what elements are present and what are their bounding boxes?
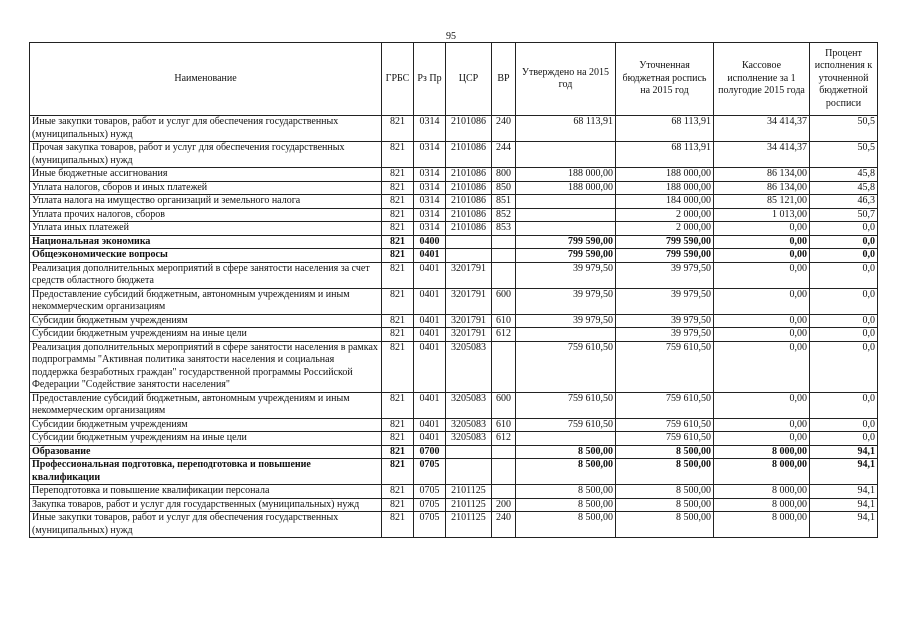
cell-rzpr: 0314 [414, 208, 446, 222]
cell-refined: 759 610,50 [616, 341, 714, 392]
table-row [30, 314, 878, 328]
cell-vr: 612 [492, 432, 516, 446]
cell-vr: 851 [492, 195, 516, 209]
cell-percent: 94,1 [810, 498, 878, 512]
cell-refined: 759 610,50 [616, 432, 714, 446]
cell-vr: 852 [492, 208, 516, 222]
cell-name: Уплата прочих налогов, сборов [30, 208, 382, 222]
cell-rzpr: 0401 [414, 432, 446, 446]
table-row [30, 168, 878, 182]
cell-name: Уплата налога на имущество организаций и земельного налога [30, 195, 382, 209]
cell-percent: 94,1 [810, 485, 878, 499]
cell-csr: 2101086 [446, 181, 492, 195]
cell-approved: 39 979,50 [516, 314, 616, 328]
cell-cash: 86 134,00 [714, 168, 810, 182]
cell-percent: 46,3 [810, 195, 878, 209]
cell-vr: 850 [492, 181, 516, 195]
cell-approved: 8 500,00 [516, 445, 616, 459]
cell-percent: 0,0 [810, 249, 878, 263]
cell-name: Образование [30, 445, 382, 459]
cell-refined: 2 000,00 [616, 222, 714, 236]
cell-grbs: 821 [382, 116, 414, 142]
cell-percent: 0,0 [810, 328, 878, 342]
cell-refined: 799 590,00 [616, 235, 714, 249]
cell-rzpr: 0401 [414, 288, 446, 314]
cell-csr [446, 249, 492, 263]
cell-approved: 68 113,91 [516, 116, 616, 142]
cell-grbs: 821 [382, 314, 414, 328]
cell-approved [516, 142, 616, 168]
cell-name: Закупка товаров, работ и услуг для государственных (муниципальных) нужд [30, 498, 382, 512]
cell-approved: 799 590,00 [516, 249, 616, 263]
cell-approved: 759 610,50 [516, 418, 616, 432]
header-rzpr: Рз Пр [414, 43, 446, 116]
cell-cash: 8 000,00 [714, 485, 810, 499]
cell-rzpr: 0314 [414, 181, 446, 195]
cell-rzpr: 0401 [414, 392, 446, 418]
cell-grbs: 821 [382, 445, 414, 459]
cell-percent: 0,0 [810, 392, 878, 418]
cell-rzpr: 0314 [414, 168, 446, 182]
cell-rzpr: 0705 [414, 498, 446, 512]
table-row [30, 445, 878, 459]
cell-rzpr: 0400 [414, 235, 446, 249]
cell-cash: 0,00 [714, 392, 810, 418]
table-row [30, 116, 878, 142]
cell-cash: 8 000,00 [714, 459, 810, 485]
cell-refined: 188 000,00 [616, 168, 714, 182]
cell-name: Иные закупки товаров, работ и услуг для обеспечения государственных (муниципальных) нужд [30, 116, 382, 142]
cell-grbs: 821 [382, 459, 414, 485]
cell-grbs: 821 [382, 288, 414, 314]
cell-grbs: 821 [382, 235, 414, 249]
cell-csr: 2101125 [446, 485, 492, 499]
table-row [30, 249, 878, 263]
cell-name: Иные закупки товаров, работ и услуг для обеспечения государственных (муниципальных) нужд [30, 512, 382, 538]
cell-refined: 39 979,50 [616, 288, 714, 314]
page-number: 95 [446, 31, 456, 42]
cell-cash: 1 013,00 [714, 208, 810, 222]
cell-approved [516, 328, 616, 342]
cell-csr: 3205083 [446, 341, 492, 392]
cell-approved [516, 195, 616, 209]
cell-cash: 0,00 [714, 418, 810, 432]
header-name: Наименование [30, 43, 382, 116]
cell-percent: 45,8 [810, 181, 878, 195]
cell-approved: 188 000,00 [516, 181, 616, 195]
cell-cash: 0,00 [714, 328, 810, 342]
cell-rzpr: 0401 [414, 314, 446, 328]
table-row [30, 142, 878, 168]
cell-cash: 8 000,00 [714, 498, 810, 512]
cell-cash: 0,00 [714, 341, 810, 392]
cell-name: Субсидии бюджетным учреждениям на иные цели [30, 328, 382, 342]
cell-grbs: 821 [382, 262, 414, 288]
cell-percent: 94,1 [810, 512, 878, 538]
cell-cash: 0,00 [714, 262, 810, 288]
cell-name: Субсидии бюджетным учреждениям [30, 418, 382, 432]
cell-refined: 39 979,50 [616, 314, 714, 328]
cell-rzpr: 0705 [414, 459, 446, 485]
cell-vr: 200 [492, 498, 516, 512]
table-row [30, 341, 878, 392]
cell-name: Уплата иных платежей [30, 222, 382, 236]
cell-percent: 0,0 [810, 222, 878, 236]
cell-name: Прочая закупка товаров, работ и услуг для обеспечения государственных (муниципальных) нужд [30, 142, 382, 168]
table-row [30, 485, 878, 499]
cell-cash: 0,00 [714, 314, 810, 328]
cell-approved: 8 500,00 [516, 485, 616, 499]
cell-name: Общеэкономические вопросы [30, 249, 382, 263]
cell-refined: 759 610,50 [616, 418, 714, 432]
cell-grbs: 821 [382, 195, 414, 209]
cell-cash: 0,00 [714, 249, 810, 263]
cell-refined: 8 500,00 [616, 445, 714, 459]
cell-name: Иные бюджетные ассигнования [30, 168, 382, 182]
cell-csr: 2101086 [446, 168, 492, 182]
cell-csr: 2101086 [446, 208, 492, 222]
cell-percent: 0,0 [810, 288, 878, 314]
cell-vr [492, 485, 516, 499]
table-row [30, 498, 878, 512]
cell-percent: 0,0 [810, 418, 878, 432]
cell-vr: 853 [492, 222, 516, 236]
cell-approved: 759 610,50 [516, 341, 616, 392]
table-row [30, 181, 878, 195]
cell-approved: 8 500,00 [516, 459, 616, 485]
cell-cash: 34 414,37 [714, 116, 810, 142]
cell-csr: 2101125 [446, 512, 492, 538]
cell-refined: 8 500,00 [616, 485, 714, 499]
cell-approved: 8 500,00 [516, 512, 616, 538]
cell-refined: 39 979,50 [616, 328, 714, 342]
cell-grbs: 821 [382, 341, 414, 392]
cell-grbs: 821 [382, 432, 414, 446]
cell-approved [516, 222, 616, 236]
cell-cash: 0,00 [714, 222, 810, 236]
table-row [30, 208, 878, 222]
cell-rzpr: 0705 [414, 512, 446, 538]
cell-refined: 188 000,00 [616, 181, 714, 195]
cell-name: Реализация дополнительных мероприятий в сфере занятости населения за счет средств областного бюджета [30, 262, 382, 288]
cell-csr: 2101086 [446, 222, 492, 236]
cell-csr: 3201791 [446, 262, 492, 288]
cell-grbs: 821 [382, 392, 414, 418]
cell-csr: 3201791 [446, 314, 492, 328]
cell-name: Предоставление субсидий бюджетным, автономным учреждениям и иным некоммерческим организациям [30, 392, 382, 418]
cell-vr: 610 [492, 314, 516, 328]
cell-vr: 600 [492, 392, 516, 418]
cell-csr: 3205083 [446, 418, 492, 432]
cell-csr [446, 459, 492, 485]
cell-grbs: 821 [382, 512, 414, 538]
cell-vr [492, 445, 516, 459]
cell-grbs: 821 [382, 181, 414, 195]
cell-rzpr: 0700 [414, 445, 446, 459]
cell-vr [492, 262, 516, 288]
cell-csr: 2101125 [446, 498, 492, 512]
cell-rzpr: 0705 [414, 485, 446, 499]
table-row [30, 262, 878, 288]
cell-approved [516, 208, 616, 222]
cell-approved: 39 979,50 [516, 262, 616, 288]
cell-refined: 8 500,00 [616, 459, 714, 485]
cell-approved: 799 590,00 [516, 235, 616, 249]
cell-name: Реализация дополнительных мероприятий в сфере занятости населения в рамках подпрограммы "Активная политика занятости населения и социальная поддержка безработных граждан" государственной программы Российской Федерации "Содействие занятости населения" [30, 341, 382, 392]
cell-csr [446, 235, 492, 249]
cell-refined: 2 000,00 [616, 208, 714, 222]
cell-csr: 2101086 [446, 142, 492, 168]
cell-refined: 759 610,50 [616, 392, 714, 418]
budget-execution-table [29, 42, 878, 538]
cell-rzpr: 0314 [414, 116, 446, 142]
cell-grbs: 821 [382, 142, 414, 168]
cell-percent: 0,0 [810, 432, 878, 446]
cell-rzpr: 0401 [414, 341, 446, 392]
cell-percent: 50,5 [810, 142, 878, 168]
cell-vr [492, 341, 516, 392]
header-refined: Уточненная бюджетная роспись на 2015 год [616, 43, 714, 116]
cell-grbs: 821 [382, 418, 414, 432]
cell-vr: 800 [492, 168, 516, 182]
header-percent: Процент исполнения к уточненной бюджетной росписи [810, 43, 878, 116]
cell-rzpr: 0401 [414, 418, 446, 432]
cell-cash: 0,00 [714, 235, 810, 249]
table-body [30, 116, 878, 538]
cell-csr [446, 445, 492, 459]
cell-grbs: 821 [382, 208, 414, 222]
cell-rzpr: 0314 [414, 195, 446, 209]
cell-rzpr: 0314 [414, 222, 446, 236]
cell-grbs: 821 [382, 328, 414, 342]
table-row [30, 288, 878, 314]
cell-vr [492, 249, 516, 263]
table-row [30, 222, 878, 236]
cell-approved: 759 610,50 [516, 392, 616, 418]
cell-grbs: 821 [382, 249, 414, 263]
cell-csr: 3205083 [446, 432, 492, 446]
cell-csr: 2101086 [446, 116, 492, 142]
table-row [30, 195, 878, 209]
cell-grbs: 821 [382, 222, 414, 236]
cell-percent: 50,5 [810, 116, 878, 142]
cell-approved: 39 979,50 [516, 288, 616, 314]
cell-name: Предоставление субсидий бюджетным, автономным учреждениям и иным некоммерческим организациям [30, 288, 382, 314]
cell-csr: 3205083 [446, 392, 492, 418]
cell-rzpr: 0401 [414, 262, 446, 288]
cell-refined: 68 113,91 [616, 142, 714, 168]
table-row [30, 392, 878, 418]
header-grbs: ГРБС [382, 43, 414, 116]
cell-approved [516, 432, 616, 446]
cell-refined: 8 500,00 [616, 498, 714, 512]
cell-csr: 3201791 [446, 328, 492, 342]
cell-cash: 0,00 [714, 288, 810, 314]
cell-cash: 8 000,00 [714, 512, 810, 538]
cell-name: Уплата налогов, сборов и иных платежей [30, 181, 382, 195]
cell-grbs: 821 [382, 485, 414, 499]
cell-vr: 244 [492, 142, 516, 168]
cell-rzpr: 0314 [414, 142, 446, 168]
cell-percent: 0,0 [810, 341, 878, 392]
cell-percent: 0,0 [810, 314, 878, 328]
header-approved: Утверждено на 2015 год [516, 43, 616, 116]
cell-percent: 94,1 [810, 445, 878, 459]
cell-vr: 610 [492, 418, 516, 432]
cell-percent: 50,7 [810, 208, 878, 222]
cell-percent: 0,0 [810, 235, 878, 249]
cell-csr: 2101086 [446, 195, 492, 209]
table-row [30, 432, 878, 446]
table-row [30, 418, 878, 432]
cell-cash: 0,00 [714, 432, 810, 446]
cell-cash: 85 121,00 [714, 195, 810, 209]
header-cash: Кассовое исполнение за 1 полугодие 2015 года [714, 43, 810, 116]
cell-refined: 184 000,00 [616, 195, 714, 209]
cell-refined: 799 590,00 [616, 249, 714, 263]
table-row [30, 512, 878, 538]
cell-csr: 3201791 [446, 288, 492, 314]
header-csr: ЦСР [446, 43, 492, 116]
table-row [30, 235, 878, 249]
cell-percent: 94,1 [810, 459, 878, 485]
cell-cash: 8 000,00 [714, 445, 810, 459]
cell-percent: 45,8 [810, 168, 878, 182]
header-vr: ВР [492, 43, 516, 116]
cell-name: Переподготовка и повышение квалификации персонала [30, 485, 382, 499]
cell-vr: 600 [492, 288, 516, 314]
cell-rzpr: 0401 [414, 328, 446, 342]
cell-grbs: 821 [382, 498, 414, 512]
cell-grbs: 821 [382, 168, 414, 182]
cell-refined: 8 500,00 [616, 512, 714, 538]
cell-approved: 8 500,00 [516, 498, 616, 512]
cell-name: Профессиональная подготовка, переподготовка и повышение квалификации [30, 459, 382, 485]
cell-name: Национальная экономика [30, 235, 382, 249]
cell-refined: 39 979,50 [616, 262, 714, 288]
cell-cash: 34 414,37 [714, 142, 810, 168]
cell-refined: 68 113,91 [616, 116, 714, 142]
table-row [30, 328, 878, 342]
cell-vr: 612 [492, 328, 516, 342]
cell-vr [492, 235, 516, 249]
cell-cash: 86 134,00 [714, 181, 810, 195]
cell-vr: 240 [492, 116, 516, 142]
cell-approved: 188 000,00 [516, 168, 616, 182]
cell-vr [492, 459, 516, 485]
cell-percent: 0,0 [810, 262, 878, 288]
table-header [30, 43, 878, 116]
cell-rzpr: 0401 [414, 249, 446, 263]
cell-name: Субсидии бюджетным учреждениям [30, 314, 382, 328]
cell-vr: 240 [492, 512, 516, 538]
table-row [30, 459, 878, 485]
cell-name: Субсидии бюджетным учреждениям на иные цели [30, 432, 382, 446]
